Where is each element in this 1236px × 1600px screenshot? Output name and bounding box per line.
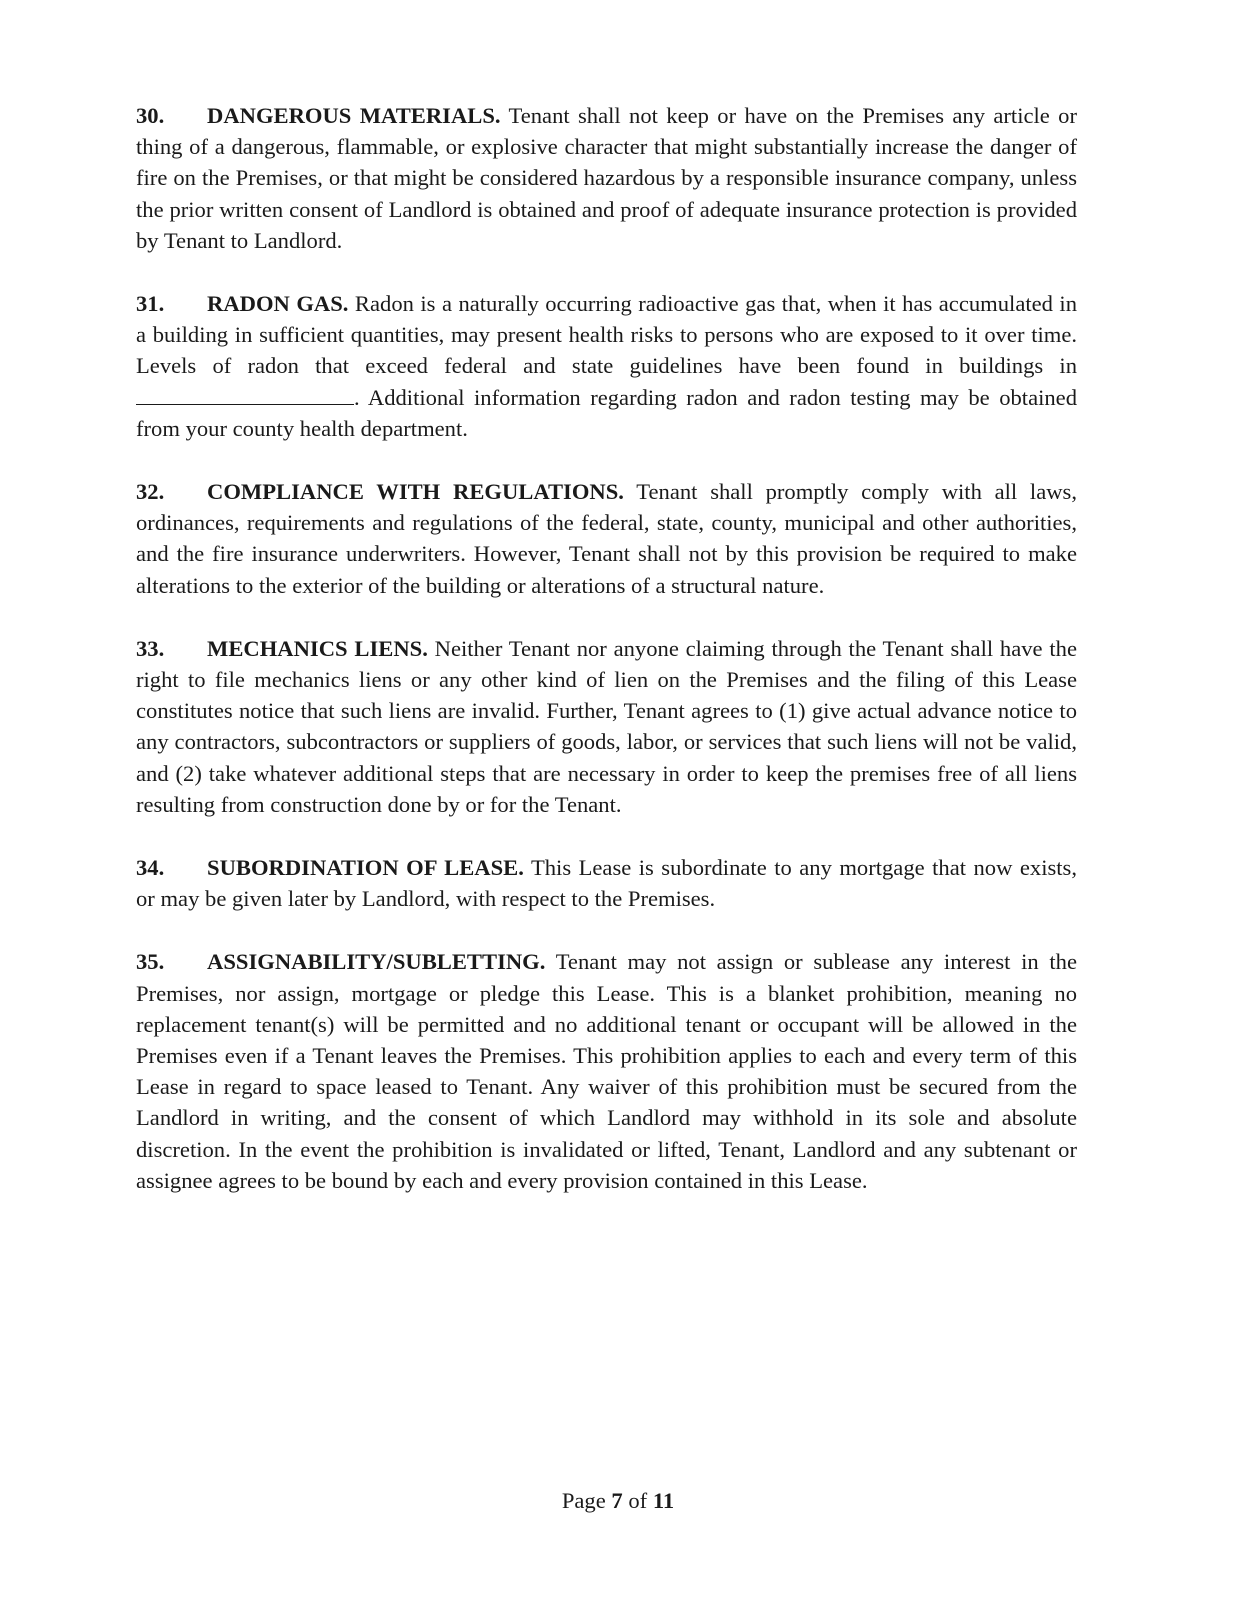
section-number: 32. [136,479,165,505]
section-text: Neither Tenant nor anyone claiming through the Tenant shall have the right to file mechanics liens or any other kind of lien on the Premises and the filing of this Lease constitutes notice that such liens are invalid. Further, Tenant agrees to (1) give actual advance notice to any contractors, subcontractors or suppliers of goods, labor, or services that such liens will not be valid, and (2) take whatever additional steps that are necessary in order to keep the premises free of all liens resulting from construction done by or for the Tenant. [136,635,1077,817]
page-label: Page [561,1488,612,1513]
section-number: 30. [136,103,165,128]
section-heading: ASSIGNABILITY/SUBLETTING. [207,949,546,975]
section-35 [136,946,1077,1196]
section-34 [136,852,1077,914]
section-text: This Lease is subordinate to any mortgage that now exists, or may be given later by Landlord, with respect to the Premises. [136,855,1077,912]
section-heading: RADON GAS. [207,291,349,317]
section-text: Tenant may not assign or sublease any interest in the Premises, nor assign, mortgage or pledge this Lease. This is a blanket prohibition, meaning no replacement tenant(s) will be permitted and no additional tenant or occupant will be allowed in the Premises even if a Tenant leaves the Premises. This prohibition applies to each and every term of this Lease in regard to space leased to Tenant. Any waiver of this prohibition must be secured from the Landlord in writing, and the consent of which Landlord may withhold in its sole and absolute discretion. In the event the prohibition is invalidated or lifted, Tenant, Landlord and any subtenant or assignee agrees to be bound by each and every provision contained in this Lease. [136,949,1077,1193]
section-heading: COMPLIANCE WITH REGULATIONS. [207,479,624,505]
page-current: 7 [611,1488,623,1513]
page-footer [0,1488,1236,1514]
document-page [136,100,1077,1228]
section-number: 31. [136,291,165,317]
section-31 [136,288,1077,444]
section-heading: DANGEROUS MATERIALS. [207,103,501,128]
section-number: 35. [136,949,165,975]
section-heading: SUBORDINATION OF LEASE. [207,855,524,881]
page-total: 11 [652,1488,675,1513]
section-text: Radon is a naturally occurring radioactive gas that, when it has accumulated in a building in sufficient quantities, may present health risks to persons who are exposed to it over time. Levels of radon that exceed federal and state guidelines have been found in buildings in [136,291,1077,379]
section-32 [136,476,1077,601]
of-label: of [622,1488,653,1513]
section-33 [136,633,1077,820]
section-text: Tenant shall not keep or have on the Premises any article or thing of a dangerous, flammable, or explosive character that might substantially increase the danger of fire on the Premises, or that might be considered hazardous by a responsible insurance company, unless the prior written consent of Landlord is obtained and proof of adequate insurance protection is provided by Tenant to Landlord. [136,103,1077,253]
section-number: 34. [136,855,165,881]
section-text: Tenant shall promptly comply with all laws, ordinances, requirements and regulations of the federal, state, county, municipal and other authorities, and the fire insurance underwriters. However, Tenant shall not by this provision be required to make alterations to the exterior of the building or alterations of a structural nature. [136,479,1077,598]
section-text-continued: . Additional information regarding radon and radon testing may be obtained from your county health department. [136,384,1077,441]
section-number: 33. [136,635,165,661]
section-heading: MECHANICS LIENS. [207,635,428,661]
location-blank-field[interactable] [136,384,354,405]
section-30 [136,100,1077,256]
